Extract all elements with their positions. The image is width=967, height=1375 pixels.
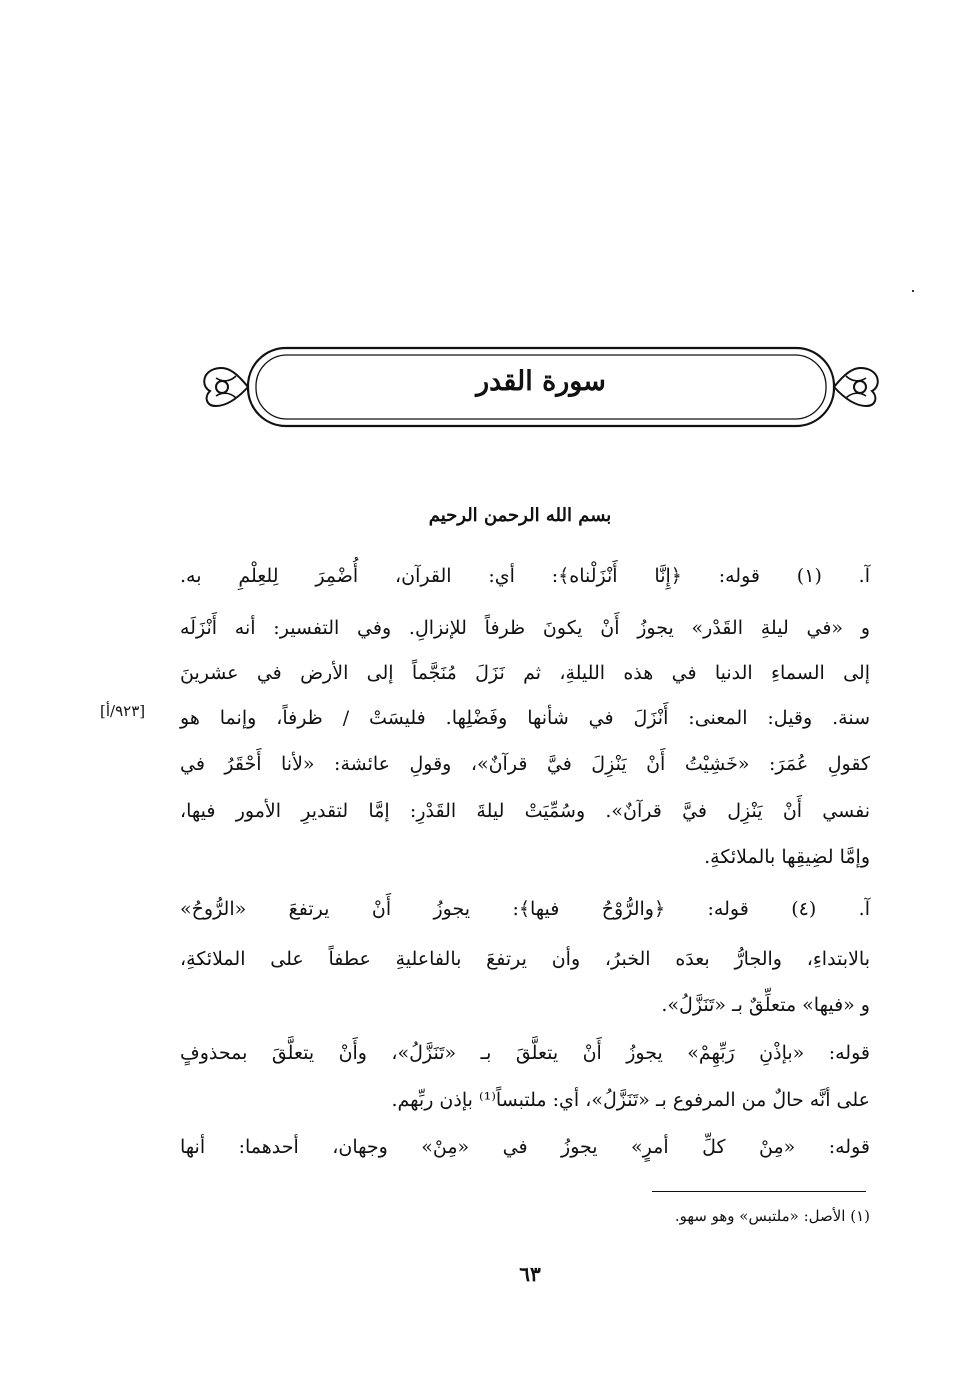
footnote-divider	[652, 1191, 866, 1192]
scan-speck	[912, 290, 914, 292]
text-line-8: آ. (٤) قوله: ﴿والرُّوْحُ فيها﴾: يجوزُ أَنْ يرتفعَ «الرُّوحُ»	[180, 898, 870, 920]
text-line-12: على أنَّه حالٌ من المرفوع بـ «تَنَزَّلُ»، أي: ملتبساً⁽¹⁾ بإذن ربِّهم.	[391, 1089, 870, 1111]
text-line-11: قوله: «بإذْنِ رَبِّهِمْ» يجوزُ أَنْ يتعلَّقَ بـ «تَنَزَّلُ»، وأَنْ يتعلَّقَ بمحذوفٍ	[180, 1042, 870, 1064]
text-line-10: و «فيها» متعلِّقٌ بـ «تَنَزَّلُ».	[661, 994, 870, 1016]
text-line-2: و «في ليلةِ القَدْر» يجوزُ أَنْ يكونَ ظرفاً للإنزالِ. وفي التفسير: أنه أَنْزَلَه	[180, 617, 870, 639]
text-line-13: قوله: «مِنْ كلِّ أمرٍ» يجوزُ في «مِنْ» وجهان، أحدهما: أنها	[180, 1136, 870, 1158]
page-number: ٦٣	[519, 1262, 541, 1286]
surah-title: سورة القدر	[476, 366, 606, 397]
text-line-3: إلى السماءِ الدنيا في هذه الليلةِ، ثم نَزَلَ مُنَجَّماً إلى الأرض في عشرينَ	[180, 662, 870, 684]
text-line-7: وإمَّا لضِيقِها بالملائكةِ.	[704, 846, 870, 868]
surah-title-frame	[196, 342, 886, 432]
text-line-1: آ. (١) قوله: ﴿إِنَّا أَنْزَلْناه﴾: أي: القرآن، أُضْمِرَ لِلعِلْمِ به.	[180, 565, 870, 587]
text-line-4: سنة. وقيل: المعنى: أَنْزَلَ في شأنها وفَضْلِها. فليسَتْ / ظرفاً، وإنما هو	[180, 707, 870, 729]
text-line-5: كقولِ عُمَرَ: «خَشِيْتُ أَنْ يَنْزِلَ فيَّ قرآنٌ»، وقولِ عائشة: «لأنا أَحْقَرُ في	[180, 753, 870, 775]
text-line-9: بالابتداءِ، والجارُّ بعدَه الخبرُ، وأن يرتفعَ بالفاعليةِ عطفاً على الملائكةِ،	[180, 948, 870, 970]
footnote: (١) الأصل: «ملتبس» وهو سهو.	[674, 1207, 870, 1225]
margin-note: [٩٢٣/أ]	[100, 702, 146, 720]
text-line-6: نفسي أَنْ يَنْزِل فيَّ قرآنٌ». وسُمِّيَتْ ليلةَ القَدْرِ: إمَّا لتقديرِ الأمور فيها،	[180, 800, 870, 822]
basmala: بسم الله الرحمن الرحيم	[428, 505, 612, 526]
